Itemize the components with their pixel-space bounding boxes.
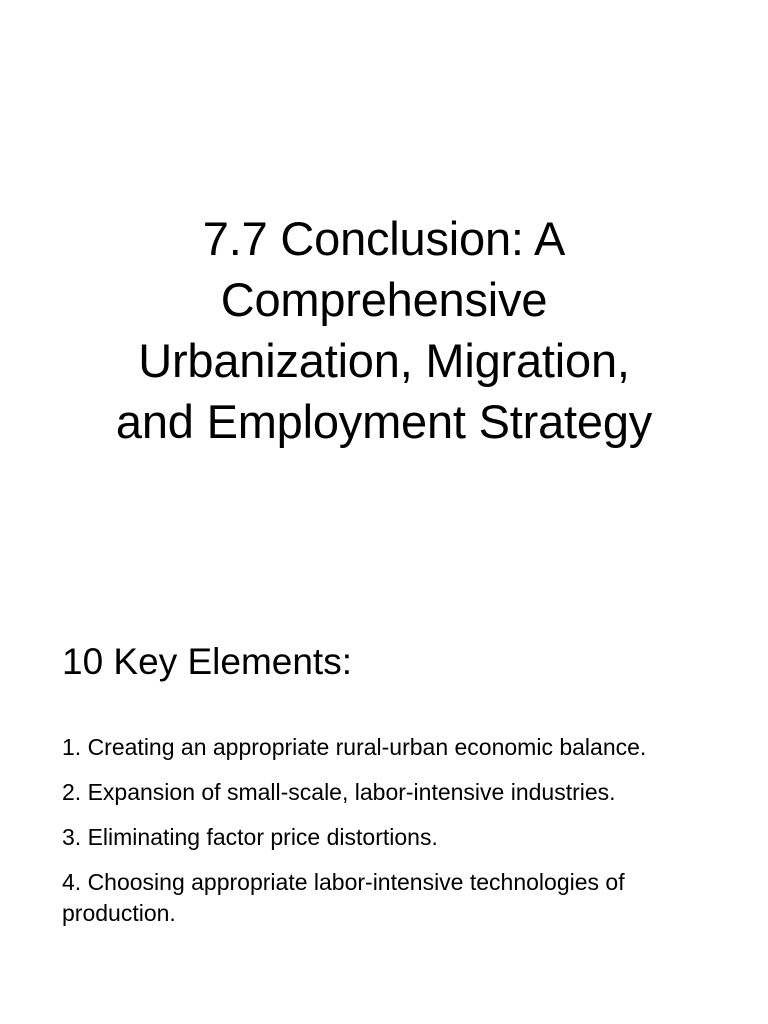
key-elements-heading: 10 Key Elements:	[62, 641, 352, 682]
title-line: and Employment Strategy	[115, 395, 653, 448]
key-element-item: 3. Eliminating factor price distortions.	[62, 824, 438, 850]
slide-title	[50, 208, 718, 452]
title-line: 7.7 Conclusion: A	[202, 212, 566, 265]
title-line: Comprehensive	[220, 273, 548, 326]
key-element-item: 4. Choosing appropriate labor-intensive technologies of production.	[62, 869, 625, 926]
title-line: Urbanization, Migration,	[138, 334, 630, 387]
key-element-item: 2. Expansion of small-scale, labor-intensive industries.	[62, 779, 616, 805]
key-elements-list	[62, 732, 732, 943]
key-element-item: 1. Creating an appropriate rural-urban economic balance.	[62, 734, 647, 760]
